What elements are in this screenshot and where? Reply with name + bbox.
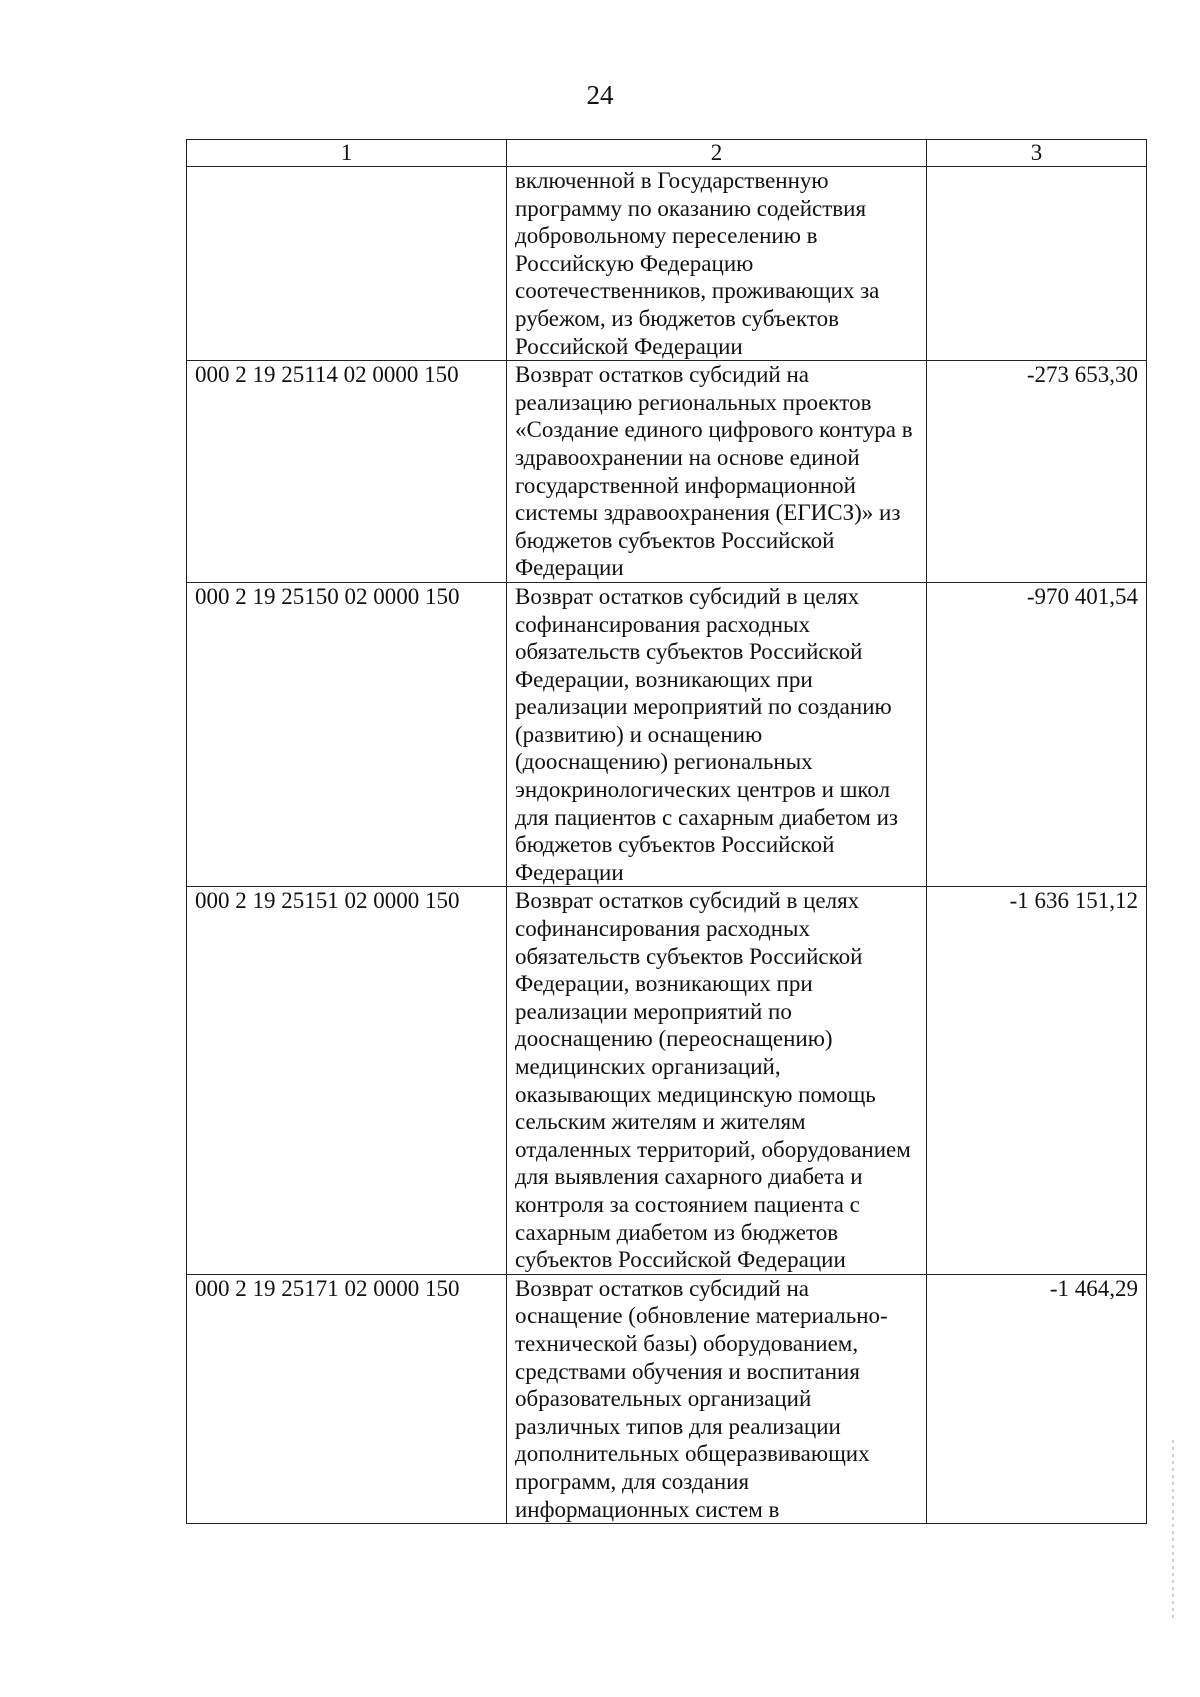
column-header-2: 2 xyxy=(507,140,927,167)
page-number: 24 xyxy=(586,80,614,110)
row-amount: -1 464,29 xyxy=(927,1274,1147,1523)
column-header-3: 3 xyxy=(927,140,1147,167)
row-name: Возврат остатков субсидий в целях софинансирования расходных обязательств субъектов Российской Федерации, возникающих при реализации мероприятий по созданию (развитию) и оснащению (дооснащению) региональных эндокринологических центров и школ для пациентов с сахарным диабетом из бюджетов субъектов Российской Федерации xyxy=(507,582,927,887)
row-amount xyxy=(927,167,1147,361)
table-row xyxy=(187,361,1147,583)
row-name: включенной в Государственную программу по оказанию содействия добровольному переселению в Российскую Федерацию соотечественников, проживающих за рубежом, из бюджетов субъектов Российской Федерации xyxy=(507,167,927,361)
row-code: 000 2 19 25150 02 0000 150 xyxy=(187,582,507,887)
table-row xyxy=(187,887,1147,1274)
row-name: Возврат остатков субсидий на реализацию региональных проектов «Создание единого цифрового контура в здравоохранении на основе единой государственной информационной системы здравоохранения (ЕГИСЗ)» из бюджетов субъектов Российской Федерации xyxy=(507,361,927,583)
scan-edge-mark xyxy=(1172,1440,1174,1620)
row-code: 000 2 19 25114 02 0000 150 xyxy=(187,361,507,583)
table-row xyxy=(187,1274,1147,1523)
row-code: 000 2 19 25151 02 0000 150 xyxy=(187,887,507,1274)
budget-table xyxy=(186,139,1147,1524)
table-row xyxy=(187,167,1147,361)
column-header-1: 1 xyxy=(187,140,507,167)
row-code xyxy=(187,167,507,361)
row-name: Возврат остатков субсидий на оснащение (обновление материально-технической базы) оборудованием, средствами обучения и воспитания образовательных организаций различных типов для реализации дополнительных общеразвивающих программ, для создания информационных систем в xyxy=(507,1274,927,1523)
table-header-row xyxy=(187,140,1147,167)
row-amount: -273 653,30 xyxy=(927,361,1147,583)
row-amount: -1 636 151,12 xyxy=(927,887,1147,1274)
table-row xyxy=(187,582,1147,887)
row-code: 000 2 19 25171 02 0000 150 xyxy=(187,1274,507,1523)
row-name: Возврат остатков субсидий в целях софинансирования расходных обязательств субъектов Российской Федерации, возникающих при реализации мероприятий по дооснащению (переоснащению) медицинских организаций, оказывающих медицинскую помощь сельским жителям и жителям отдаленных территорий, оборудованием для выявления сахарного диабета и контроля за состоянием пациента с сахарным диабетом из бюджетов субъектов Российской Федерации xyxy=(507,887,927,1274)
row-amount: -970 401,54 xyxy=(927,582,1147,887)
